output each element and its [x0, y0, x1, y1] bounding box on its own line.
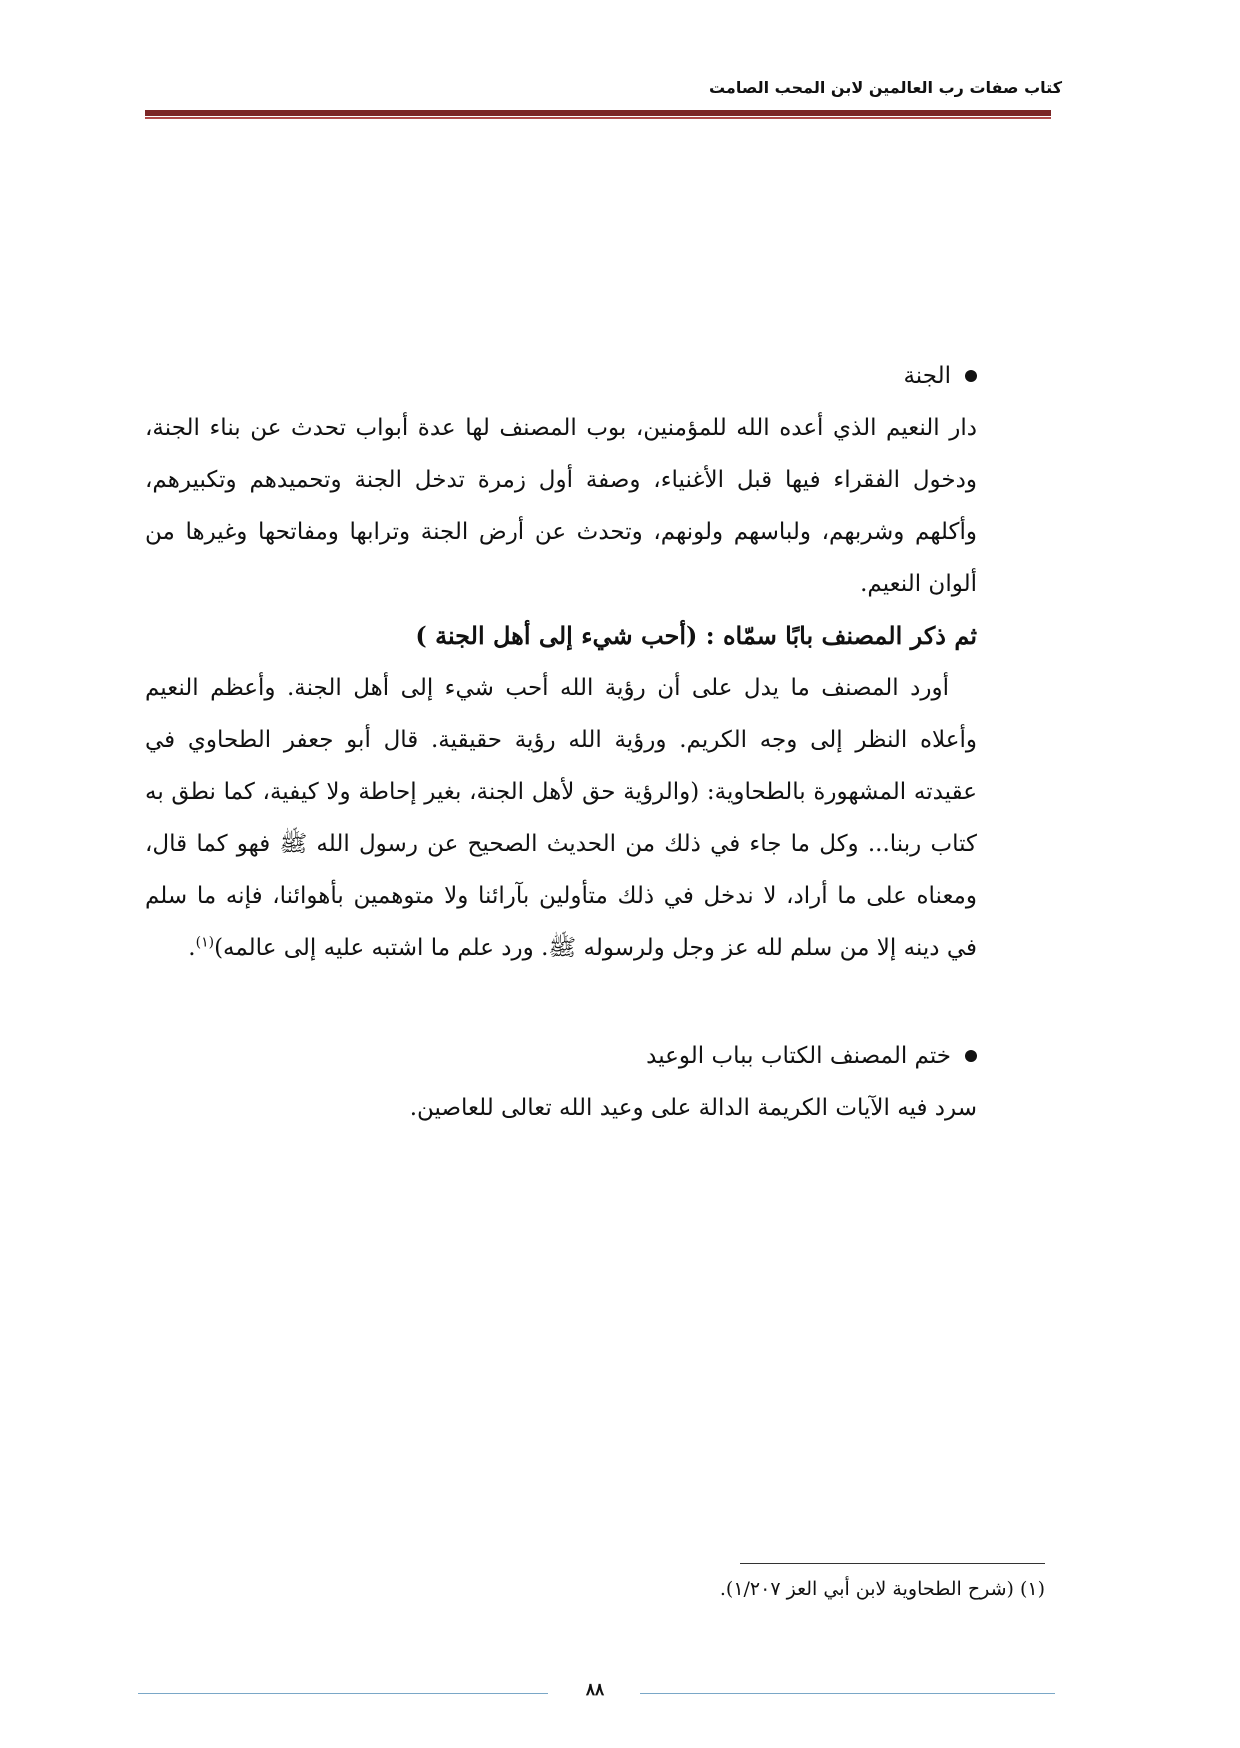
bullet-text: ختم المصنف الكتاب بباب الوعيد [646, 1043, 951, 1069]
section-heading: ثم ذكر المصنف بابًا سمّاه : (أحب شيء إلى أهل الجنة ) [415, 621, 977, 650]
header-rule-thin [145, 117, 1051, 119]
header-rule [145, 110, 1051, 116]
bullet-text: الجنة [903, 363, 951, 389]
bullet-icon [965, 370, 977, 382]
footer-rule-right [640, 1693, 1055, 1694]
bullet-item-jannah [145, 350, 977, 402]
bullet-icon [965, 1050, 977, 1062]
paragraph-end: . [188, 935, 196, 961]
footer-rule-left [138, 1693, 548, 1694]
paragraph: دار النعيم الذي أعده الله للمؤمنين، بوب المصنف لها عدة أبواب تحدث عن بناء الجنة، ودخول الفقراء فيها قبل الأغنياء، وصفة أول زمرة تدخل الجنة وتحميدهم وتكبيرهم، وأكلهم وشربهم، ولباسهم ولونهم، وتحدث عن أرض الجنة وترابها ومفاتحها وغيرها من ألوان النعيم. [145, 415, 977, 597]
footnote-reference: (١) [195, 934, 215, 951]
paragraph [145, 662, 977, 974]
footnote-separator [740, 1563, 1045, 1564]
footnote: (١) (شرح الطحاوية لابن أبي العز ١/٢٠٧). [719, 1578, 1045, 1600]
paragraph: سرد فيه الآيات الكريمة الدالة على وعيد الله تعالى للعاصين. [409, 1095, 977, 1121]
bullet-item-waeed [145, 1030, 977, 1082]
page-number: ٨٨ [585, 1680, 605, 1700]
page-content [145, 350, 977, 1134]
paragraph-text: أورد المصنف ما يدل على أن رؤية الله أحب شيء إلى أهل الجنة. وأعظم النعيم وأعلاه النظر إلى وجه الكريم. ورؤية الله رؤية حقيقية. قال أبو جعفر الطحاوي في عقيدته المشهورة بالطحاوية: (والرؤية حق لأهل الجنة، بغير إحاطة ولا كيفية، كما نطق به كتاب ربنا... وكل ما جاء في ذلك من الحديث الصحيح عن رسول الله ﷺ فهو كما قال، ومعناه على ما أراد، لا ندخل في ذلك متأولين بآرائنا ولا متوهمين بأهوائنا، فإنه ما سلم في دينه إلا من سلم لله عز وجل ولرسوله ﷺ. ورد علم ما اشتبه عليه إلى عالمه) [145, 675, 977, 961]
header-title: كتاب صفات رب العالمين لابن المحب الصامت [708, 78, 1062, 97]
